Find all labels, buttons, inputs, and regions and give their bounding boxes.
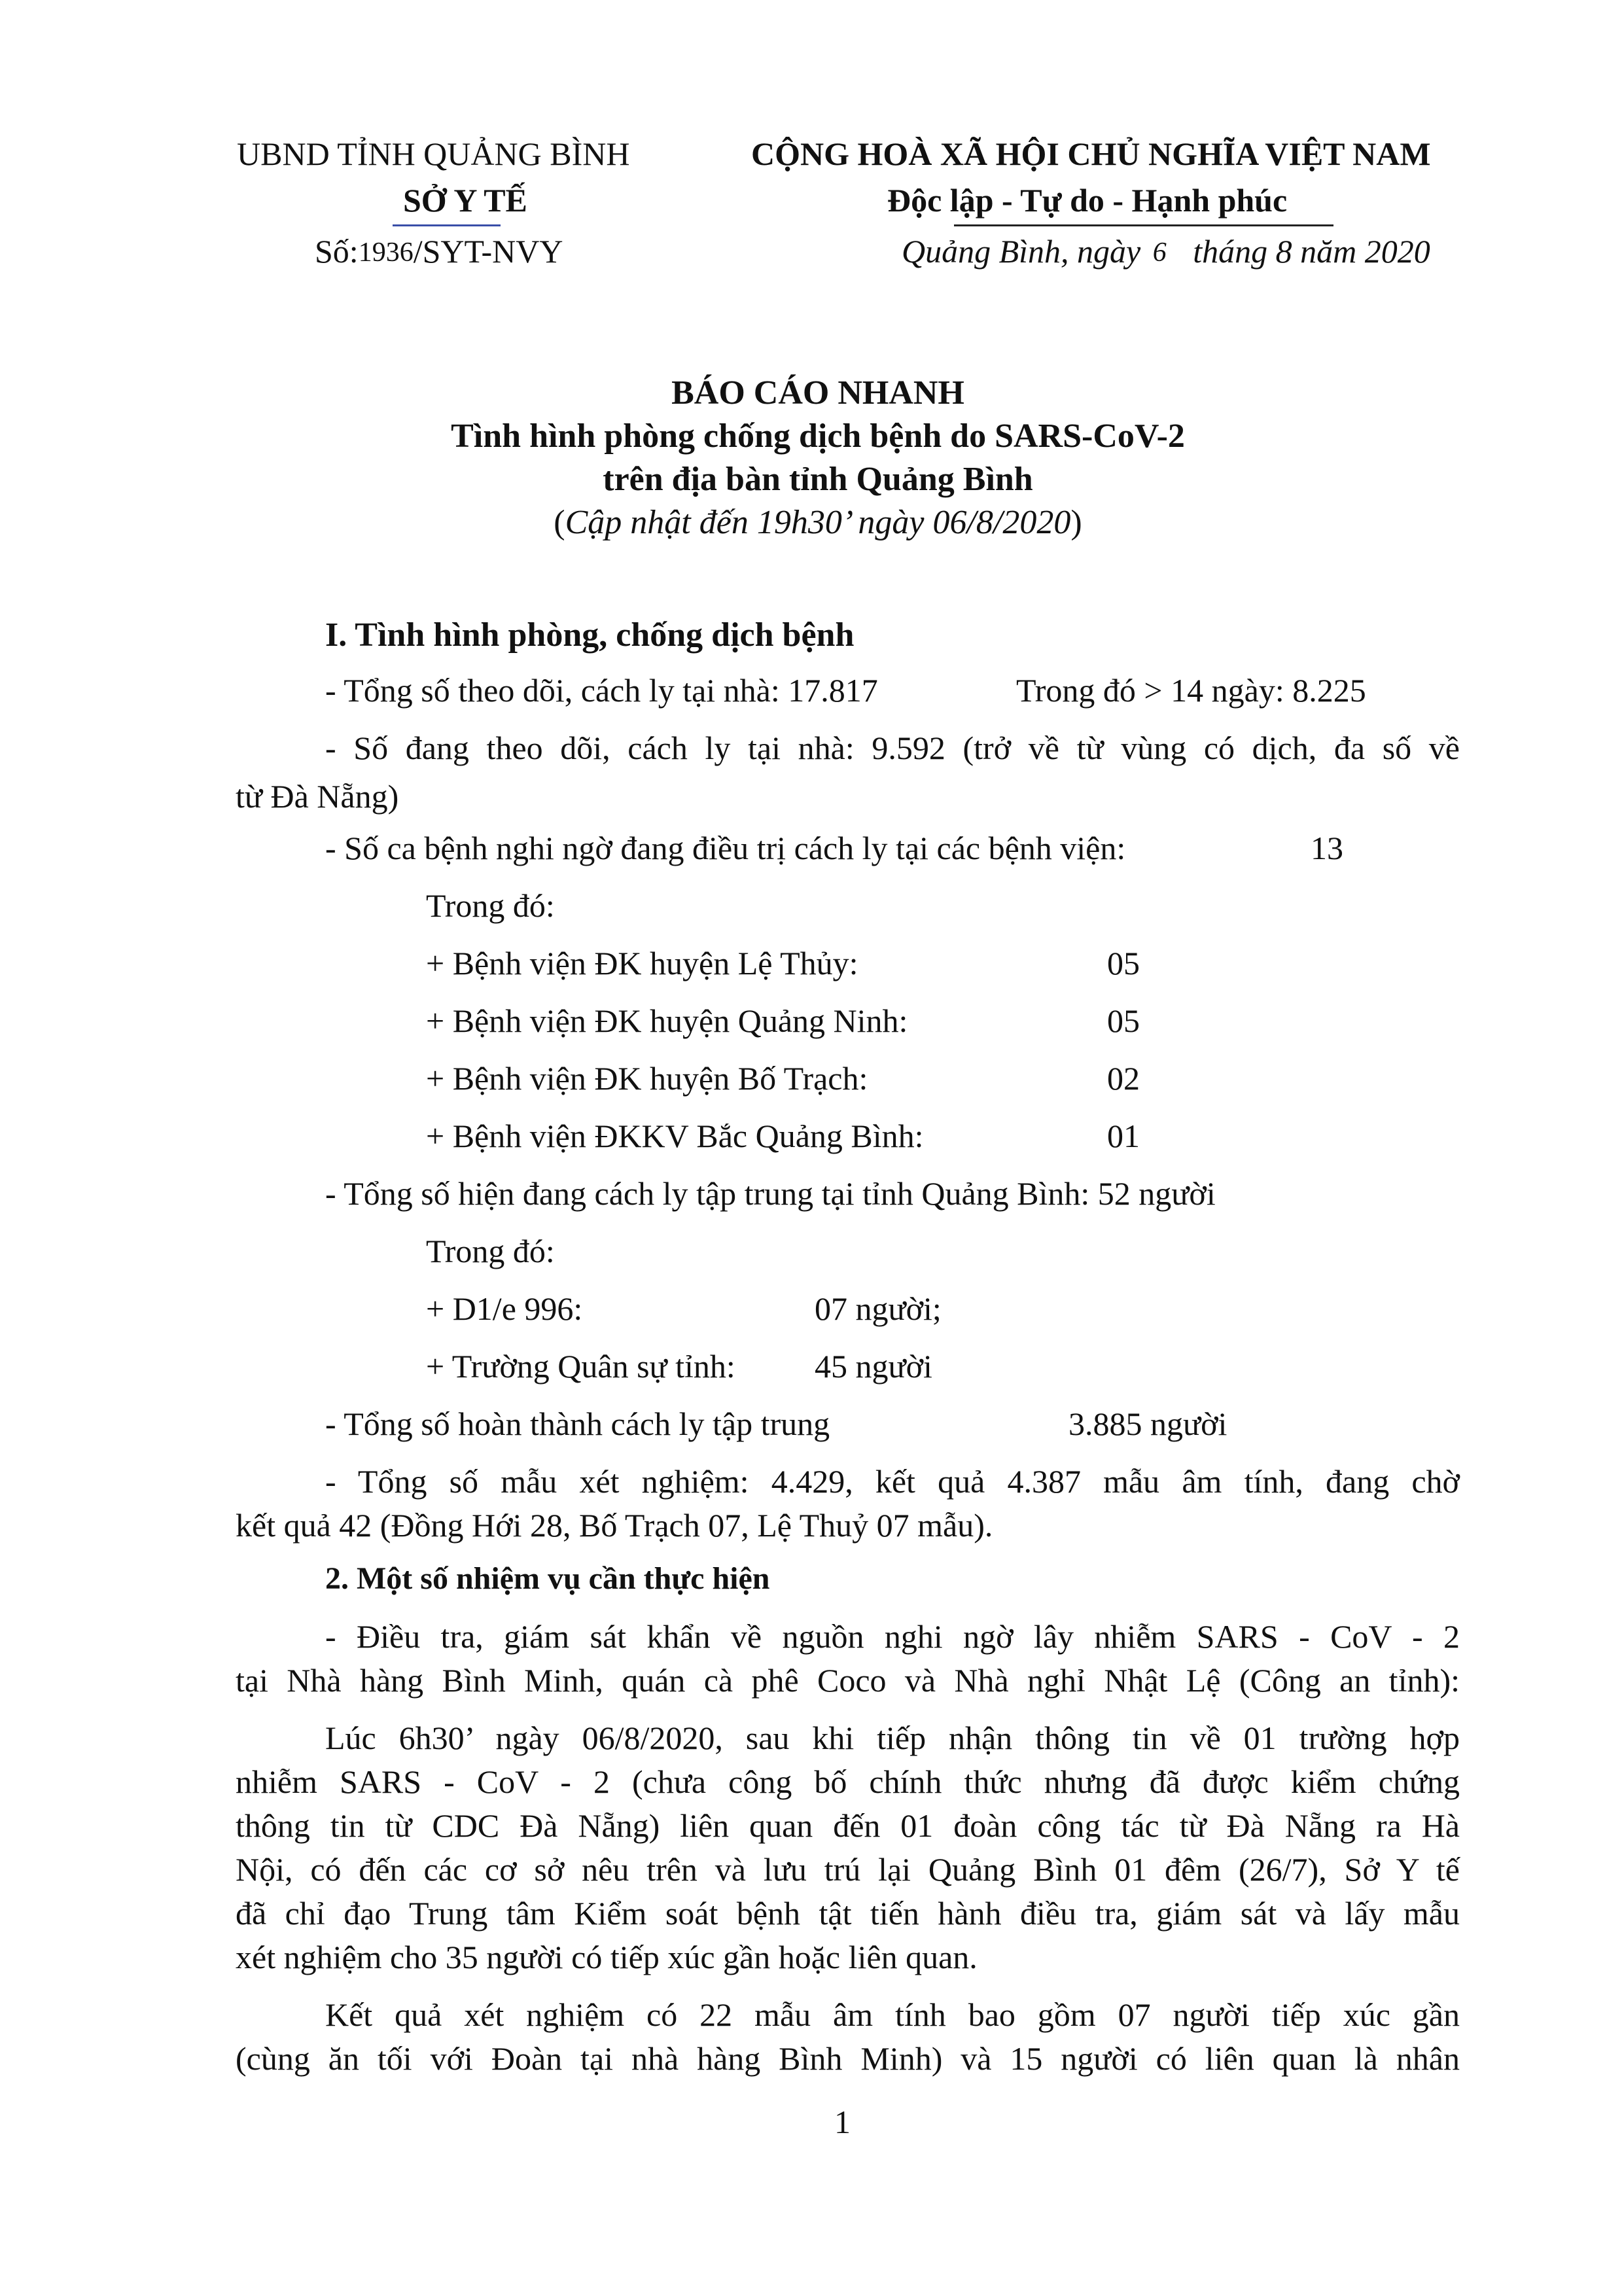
hospital-name: + Bệnh viện ĐK huyện Bố Trạch:: [426, 1060, 868, 1097]
section2-p2-line4: Nội, có đến các cơ sở nêu trên và lưu trú lại Quảng Bình 01 đêm (26/7), Sở Y tế: [236, 1851, 1460, 1888]
section2-p3-line2: (cùng ăn tối với Đoàn tại nhà hàng Bình Minh) và 15 người có liên quan là nhân: [236, 2040, 1460, 2077]
doc-number-suffix: /SYT-NVY: [413, 233, 563, 270]
date-day: 6: [1152, 238, 1167, 268]
home-current-line1: - Số đang theo dõi, cách ly tại nhà: 9.592 (trở về từ vùng có dịch, đa số về: [325, 730, 1460, 766]
hospital-count: 05: [1107, 1002, 1140, 1039]
date-suffix: tháng 8 năm 2020: [1193, 233, 1430, 270]
concentrated-total: - Tổng số hiện đang cách ly tập trung tại tỉnh Quảng Bình: 52 người: [325, 1175, 1216, 1212]
department-underline: [393, 224, 501, 226]
country-name: CỘNG HOÀ XÃ HỘI CHỦ NGHĨA VIỆT NAM: [751, 135, 1431, 172]
section2-p2-line1: Lúc 6h30’ ngày 06/8/2020, sau khi tiếp nhận thông tin về 01 trường hợp: [325, 1720, 1460, 1756]
motto-underline: [954, 224, 1333, 226]
trong-do-hospitals: Trong đó:: [426, 887, 555, 924]
section2-p2-line3: thông tin từ CDC Đà Nẵng) liên quan đến 01 đoàn công tác từ Đà Nẵng ra Hà: [236, 1807, 1460, 1844]
facility-name: + D1/e 996:: [426, 1290, 583, 1327]
trong-do-facilities: Trong đó:: [426, 1233, 555, 1269]
tests-line2: kết quả 42 (Đồng Hới 28, Bố Trạch 07, Lệ Thuỷ 07 mẫu).: [236, 1507, 993, 1544]
section2-p2-line2: nhiễm SARS - CoV - 2 (chưa công bố chính thức nhưng đã được kiểm chứng: [236, 1763, 1460, 1800]
issue-date: [902, 232, 1430, 272]
hospital-name: + Bệnh viện ĐK huyện Quảng Ninh:: [426, 1002, 908, 1039]
facility-count: 45 người: [815, 1348, 932, 1385]
report-subtitle: Tình hình phòng chống dịch bệnh do SARS-CoV-2: [451, 417, 1185, 455]
hospital-name: + Bệnh viện ĐK huyện Lệ Thủy:: [426, 945, 858, 981]
report-title: BÁO CÁO NHANH: [671, 374, 964, 412]
department-name: SỞ Y TẾ: [403, 182, 527, 219]
doc-number-handwritten: 1936: [358, 238, 414, 268]
paren-open: (: [554, 504, 565, 541]
hospital-count: 05: [1107, 945, 1140, 981]
section2-p2-line5: đã chỉ đạo Trung tâm Kiểm soát bệnh tật tiến hành điều tra, giám sát và lấy mẫu: [236, 1895, 1460, 1932]
section2-p1-line2: tại Nhà hàng Bình Minh, quán cà phê Coco và Nhà nghỉ Nhật Lệ (Công an tỉnh):: [236, 1662, 1460, 1699]
section2-p1-line1: - Điều tra, giám sát khẩn về nguồn nghi ngờ lây nhiễm SARS - CoV - 2: [325, 1618, 1460, 1655]
hospital-name: + Bệnh viện ĐKKV Bắc Quảng Bình:: [426, 1118, 924, 1154]
section1-heading: I. Tình hình phòng, chống dịch bệnh: [325, 616, 855, 654]
report-update-time: [196, 501, 1439, 544]
home-over-14-days: Trong đó > 14 ngày: 8.225: [1016, 672, 1366, 709]
facility-name: + Trường Quân sự tỉnh:: [426, 1348, 735, 1385]
paren-close: ): [1070, 504, 1082, 541]
doc-number-prefix: Số:: [315, 233, 359, 270]
section2-p2-line6: xét nghiệm cho 35 người có tiếp xúc gần hoặc liên quan.: [236, 1939, 978, 1975]
section2-p3-line1: Kết quả xét nghiệm có 22 mẫu âm tính bao gồm 07 người tiếp xúc gần: [325, 1996, 1460, 2033]
completed-value: 3.885 người: [1068, 1405, 1227, 1442]
tests-line1: - Tổng số mẫu xét nghiệm: 4.429, kết quả 4.387 mẫu âm tính, đang chờ: [325, 1463, 1460, 1500]
date-prefix: Quảng Bình, ngày: [902, 233, 1141, 270]
facility-count: 07 người;: [815, 1290, 942, 1327]
doc-number: [315, 232, 563, 272]
hospital-count: 01: [1107, 1118, 1140, 1154]
home-current-line2: từ Đà Nẵng): [236, 778, 399, 815]
page-number: 1: [834, 2104, 851, 2140]
update-time-text: Cập nhật đến 19h30’ ngày 06/8/2020: [565, 504, 1071, 541]
home-total: - Tổng số theo dõi, cách ly tại nhà: 17.817: [325, 672, 878, 709]
suspected-value: 13: [1311, 830, 1343, 866]
section2-heading: 2. Một số nhiệm vụ cần thực hiện: [325, 1561, 770, 1596]
agency-name: UBND TỈNH QUẢNG BÌNH: [237, 135, 630, 172]
completed-label: - Tổng số hoàn thành cách ly tập trung: [325, 1405, 830, 1442]
motto: Độc lập - Tự do - Hạnh phúc: [887, 182, 1288, 219]
report-subtitle-location: trên địa bàn tỉnh Quảng Bình: [603, 461, 1033, 498]
hospital-count: 02: [1107, 1060, 1140, 1097]
suspected-label: - Số ca bệnh nghi ngờ đang điều trị cách ly tại các bệnh viện:: [325, 830, 1126, 866]
